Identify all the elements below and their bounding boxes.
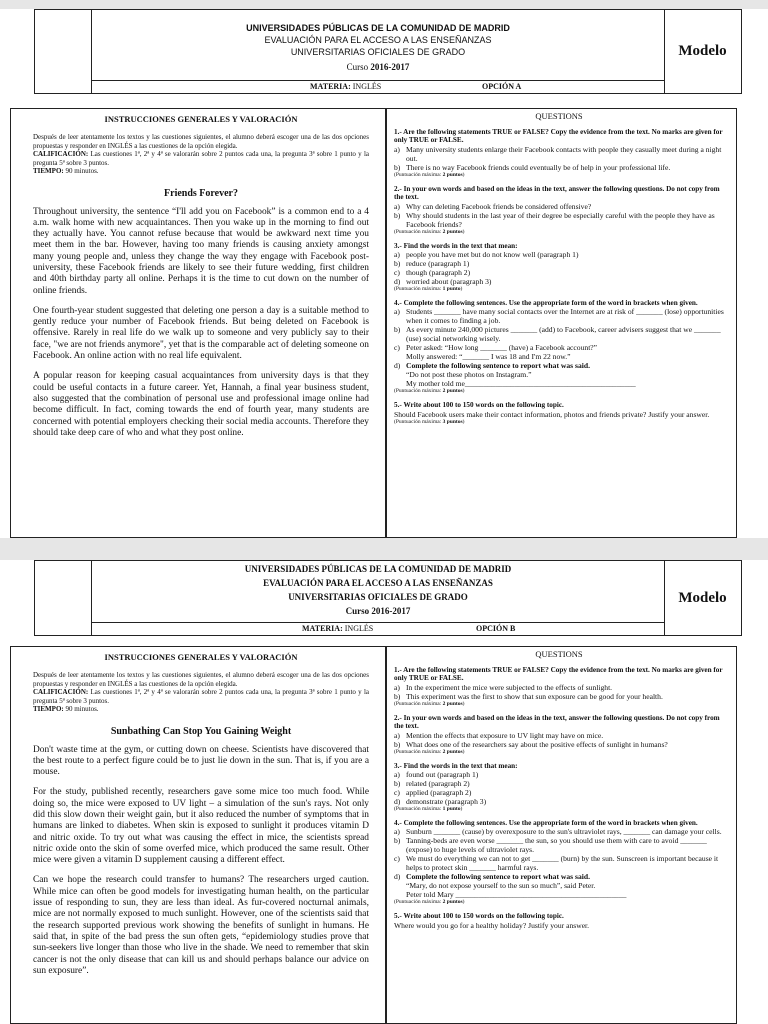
- item-text: worried about (paragraph 3): [406, 277, 492, 287]
- question-item: [394, 277, 724, 286]
- subject: MATERIA: INGLÉS: [302, 624, 374, 633]
- item-text: Complete the following sentence to report what was said.: [406, 872, 590, 882]
- item-label: d): [394, 361, 401, 371]
- question-item: [394, 692, 724, 701]
- instructions-heading: INSTRUCCIONES GENERALES Y VALORACIÓN: [104, 114, 298, 124]
- item-text: applied (paragraph 2): [406, 788, 472, 798]
- item-label: b): [394, 779, 401, 789]
- item-text: What does one of the researchers say about the positive effects of sunlight in humans?: [406, 739, 668, 749]
- item-text: Why can deleting Facebook friends be considered offensive?: [406, 201, 592, 211]
- question-block: [394, 912, 724, 929]
- item-label: d): [394, 872, 401, 882]
- question-item: [394, 268, 724, 277]
- item-text: reduce (paragraph 1): [406, 259, 470, 269]
- item-text: people you have met but do not know well (paragraph 1): [406, 250, 579, 260]
- item-label: a): [394, 250, 400, 260]
- item-text: though (paragraph 2): [406, 268, 471, 278]
- item-text: Mention the effects that exposure to UV light may have on mice.: [406, 730, 604, 740]
- question-block: [394, 762, 724, 813]
- question-item: [394, 836, 724, 854]
- item-text: Sunburn _______ (cause) by overexposure to the sun's ultraviolet rays, _______ can damage your cells.: [406, 827, 722, 837]
- modelo-label: Modelo: [678, 589, 727, 606]
- item-text: We must do everything we can not to get _______ (burn) by the sun. Sunscreen is important because it helps to protect skin _______ harmful rays.: [406, 854, 719, 873]
- item-text: This experiment was the first to show that sun exposure can be good for your health.: [406, 691, 663, 701]
- question-item: [394, 731, 724, 740]
- item-text: related (paragraph 2): [406, 779, 470, 789]
- question-block: [394, 128, 724, 179]
- header-evaluation: EVALUACIÓN PARA EL ACCESO A LAS ENSEÑANZAS: [263, 578, 493, 588]
- questions-heading: QUESTIONS: [535, 649, 583, 659]
- exam-header-option-b: [34, 560, 742, 636]
- reading-paragraph: A popular reason for keeping casual acquaintances from university days is that they could be useful contacts in a future career. Yet, Hannah, a final year business student, also suggested that the combination of personal use and professional image online had become difficult. In fact, coming towards the end of fourth year, many students are concerned with potential employers checking their social media accounts. Therefore they should take deep care of who and what they post online.: [33, 371, 369, 438]
- question-item: [394, 683, 724, 692]
- item-text: Tanning-beds are even worse _______ the sun, so you should use them with care to avoid _______ (expose) to huge levels of ultraviolet rays.: [406, 836, 707, 855]
- question-item: [394, 827, 724, 836]
- header-evaluation: EVALUACIÓN PARA EL ACCESO A LAS ENSEÑANZAS: [264, 35, 492, 45]
- max-points: (Puntuación máxima: 2 puntos): [394, 171, 465, 178]
- header-subject-line: [92, 80, 664, 93]
- question-item: [394, 211, 724, 229]
- item-label: a): [394, 682, 400, 692]
- reading-paragraph: Throughout university, the sentence “I'll add you on Facebook” is a common end to a 4 a.m. walk home with new acquaintances. Then you wake up in the morning to find out they actually have. You cannot refuse because that would be awkward next time you meet them in the bar. However, having too many friends is causing anxiety amongst many young people and, unless they change the way they engage with Facebook post-university, these Facebook friends are likely to see their future wedding, first children and 40th birthday party all online. Perhaps it is the time to cut down on the number of online friends.: [33, 206, 369, 296]
- max-points: (Puntuación máxima: 1 punto): [394, 806, 463, 813]
- question-item: [394, 779, 724, 788]
- question-title: 2.- In your own words and based on the ideas in the text, answer the following questions. Do not copy from the text.: [394, 713, 720, 731]
- instructions-text: Después de leer atentamente los textos y las cuestiones siguientes, el alumno deberá escoger una de las dos opciones propuestas y responder en INGLÉS a las cuestiones de la opción elegida. CALIFICACIÓN: Las cuestiones 1ª, 2ª y 4ª se valorarán sobre 2 puntos cada una, la pregunta 3ª sobre 1 punto y la pregunta 5ª sobre 3 puntos. TIEMPO: 90 minutos.: [33, 133, 369, 175]
- modelo-label: Modelo: [678, 43, 727, 59]
- reading-paragraph: One fourth-year student suggested that deleting one person a day is a suitable method to gently reduce your number of Facebook friends. But being deleted on Facebook is offensive. Rarely in real life do we walk up to someone and very publicly say to their face, "we are not friends anymore", yet that is the comparable act of deleting someone on Facebook. An online action with no real life equivalent.: [33, 305, 369, 362]
- questions-panel-a: [386, 108, 737, 538]
- questions-list: [394, 666, 724, 930]
- question-title: 1.- Are the following statements TRUE or FALSE? Copy the evidence from the text. No marks are given for only TRUE or FALSE.: [394, 666, 723, 683]
- reading-title: Friends Forever?: [164, 187, 238, 199]
- question-block: [394, 401, 724, 425]
- item-text: Many university students enlarge their Facebook contacts with people they casually meet during a night out.: [406, 144, 722, 163]
- question-title: 5.- Write about 100 to 150 words on the following topic.: [394, 912, 564, 921]
- page-gap: [0, 538, 768, 560]
- question-item: [394, 250, 724, 259]
- question-item: [394, 788, 724, 797]
- question-block: [394, 242, 724, 293]
- item-text: found out (paragraph 1): [406, 770, 479, 780]
- questions-panel-b: [386, 646, 737, 1024]
- question-item: [394, 872, 724, 881]
- item-text: In the experiment the mice were subjected to the effects of sunlight.: [406, 682, 613, 692]
- max-points: (Puntuación máxima: 2 puntos): [394, 388, 465, 395]
- course-label: Curso: [345, 606, 370, 616]
- question-item: [394, 163, 724, 172]
- header-university: UNIVERSIDADES PÚBLICAS DE LA COMUNIDAD DE MADRID: [244, 564, 512, 574]
- item-label: c): [394, 854, 400, 864]
- question-item: [394, 343, 724, 352]
- item-label: b): [394, 162, 401, 172]
- header-degree: UNIVERSITARIAS OFICIALES DE GRADO: [288, 592, 468, 602]
- item-text: As every minute 240,000 pictures _______ (add) to Facebook, career advisers suggest that we _______ (use) social networking wisely.: [406, 325, 721, 344]
- option-label: OPCIÓN A: [482, 82, 522, 91]
- item-label: a): [394, 770, 400, 780]
- item-label: c): [394, 788, 400, 798]
- reading-paragraph: For the study, published recently, researchers gave some mice too much food. While doing so, the mice were exposed to UV light – a simulation of the sun's rays. Not only did this slow down their weight gain, but it also reduced the number of symptoms that in humans are linked to diabetes. When skin is exposed to sunlight it produces vitamin D and nitric oxide. To try out what was causing the effect in mice, the scientists spread nitric oxide onto the skin of some overfed mice, which produced the same result. Other mice were given a vitamin D supplement causing a different effect.: [33, 787, 369, 866]
- item-label: d): [394, 277, 401, 287]
- question-title: 5.- Write about 100 to 150 words on the following topic.: [394, 401, 564, 410]
- question-title: 4.- Complete the following sentences. Use the appropriate form of the word in brackets when given.: [394, 299, 698, 308]
- question-item: [394, 770, 724, 779]
- question-item: [394, 854, 724, 872]
- item-label: a): [394, 307, 400, 317]
- question-block: [394, 185, 724, 236]
- question-title: 4.- Complete the following sentences. Use the appropriate form of the word in brackets when given.: [394, 819, 698, 828]
- reading-panel-a: [10, 108, 386, 538]
- question-title: 3.- Find the words in the text that mean:: [394, 241, 518, 250]
- max-points: (Puntuación máxima: 2 puntos): [394, 228, 465, 235]
- exam-header-option-a: [34, 9, 742, 94]
- header-subject-line: [92, 622, 664, 635]
- header-center: [91, 10, 665, 93]
- item-text: Peter asked: “How long _______ (have) a Facebook account?”: [406, 343, 598, 353]
- reading-paragraph: Don't waste time at the gym, or cutting down on cheese. Scientists have discovered that the best route to a perfect figure could be to just lie down in the sun. That is, if you are a mouse.: [33, 744, 369, 778]
- question-title: 3.- Find the words in the text that mean:: [394, 761, 518, 770]
- question-title: 1.- Are the following statements TRUE or FALSE? Copy the evidence from the text. No marks are given for only TRUE or FALSE.: [394, 128, 723, 145]
- option-label: OPCIÓN B: [476, 624, 516, 633]
- max-points: (Puntuación máxima: 3 puntos): [394, 418, 465, 425]
- item-label: b): [394, 325, 401, 335]
- course-value: 2016-2017: [370, 62, 410, 72]
- question-item: [394, 145, 724, 163]
- question-item-text: “Do not post these photos on Instagram.”: [406, 370, 532, 380]
- question-block: [394, 714, 724, 756]
- course-label: Curso: [346, 62, 369, 72]
- header-university: UNIVERSIDADES PÚBLICAS DE LA COMUNIDAD DE MADRID: [246, 23, 510, 33]
- header-center: [91, 561, 665, 635]
- question-item: [394, 202, 724, 211]
- instructions-heading: INSTRUCCIONES GENERALES Y VALORACIÓN: [104, 652, 298, 662]
- item-label: b): [394, 259, 401, 269]
- page-gap: [0, 0, 768, 9]
- item-text: There is no way Facebook friends could eventually be of help in your professional life.: [406, 162, 671, 172]
- item-label: b): [394, 739, 401, 749]
- question-title: 2.- In your own words and based on the ideas in the text, answer the following questions. Do not copy from the text.: [394, 184, 720, 202]
- max-points: (Puntuación máxima: 1 punto): [394, 286, 463, 293]
- question-item: [394, 259, 724, 268]
- course-value: 2016-2017: [371, 606, 411, 616]
- question-item-text: Should Facebook users make their contact information, photos and friends private? Justify your answer.: [394, 409, 710, 419]
- item-label: a): [394, 730, 400, 740]
- question-item: [394, 361, 724, 370]
- item-label: d): [394, 797, 401, 807]
- reading-panel-b: [10, 646, 386, 1024]
- item-text: demonstrate (paragraph 3): [406, 797, 487, 807]
- question-item: [394, 797, 724, 806]
- header-degree: UNIVERSITARIAS OFICIALES DE GRADO: [290, 47, 466, 57]
- question-item: [394, 325, 724, 343]
- max-points: (Puntuación máxima: 2 puntos): [394, 700, 465, 707]
- question-block: [394, 819, 724, 906]
- question-block: [394, 666, 724, 708]
- subject: MATERIA: INGLÉS: [310, 82, 382, 91]
- question-item-text: Peter told Mary _____________________________________________: [406, 890, 627, 900]
- questions-heading: QUESTIONS: [535, 111, 583, 121]
- header-course: [92, 61, 664, 73]
- reading-title: Sunbathing Can Stop You Gaining Weight: [110, 725, 292, 737]
- question-item: [394, 740, 724, 749]
- question-item-text: Where would you go for a healthy holiday? Justify your answer.: [394, 920, 590, 930]
- item-text: Why should students in the last year of their degree be especially careful with the people they have as Facebook friends?: [406, 210, 715, 229]
- item-text: Complete the following sentence to report what was said.: [406, 361, 590, 371]
- item-label: c): [394, 343, 400, 353]
- item-label: b): [394, 691, 401, 701]
- question-item-text: My mother told me_____________________________________________: [406, 379, 636, 389]
- item-label: a): [394, 827, 400, 837]
- item-label: c): [394, 268, 400, 278]
- max-points: (Puntuación máxima: 2 puntos): [394, 748, 465, 755]
- question-block: [394, 299, 724, 395]
- instructions-text: Después de leer atentamente los textos y las cuestiones siguientes, el alumno deberá escoger una de las dos opciones propuestas y responder en INGLÉS a las cuestiones de la opción elegida. CALIFICACIÓN: Las cuestiones 1ª, 2ª y 4ª se valorarán sobre 2 puntos cada una, la pregunta 3ª sobre 1 punto y la pregunta 5ª sobre 3 puntos. TIEMPO: 90 minutos.: [33, 671, 369, 713]
- item-label: a): [394, 201, 400, 211]
- item-label: b): [394, 836, 401, 846]
- question-item-text: Molly answered: “_______ I was 18 and I'm 22 now.”: [406, 352, 571, 362]
- questions-list: [394, 128, 724, 426]
- header-course: [92, 605, 664, 617]
- question-item-text: “Mary, do not expose yourself to the sun so much”, said Peter.: [406, 881, 596, 891]
- max-points: (Puntuación máxima: 2 puntos): [394, 899, 465, 906]
- question-item: [394, 307, 724, 325]
- reading-paragraph: Can we hope the research could transfer to humans? The researchers urged caution. While mice can often be good models for investigating human health, on the particular issue of responding to sun, they are less than ideal. As fur-covered nocturnal animals, mice are not normally exposed to much sunlight. However, one of the scientists said that the research supported previous work showing the benefits of sunlight in humans. He said that, in spite of the bad press the sun often gets, “epidemiology studies prove that sun-seekers live longer than those who live in the shade. We need to remember that skin cancer is not the only disease that can kill us and should perhaps balance our advice on sun exposure”.: [33, 875, 369, 976]
- item-label: a): [394, 144, 400, 154]
- item-label: b): [394, 210, 401, 220]
- item-text: Students _______ have many social contacts over the Internet are at risk of _______ (lose) opportunities when it comes to finding a job.: [406, 307, 724, 326]
